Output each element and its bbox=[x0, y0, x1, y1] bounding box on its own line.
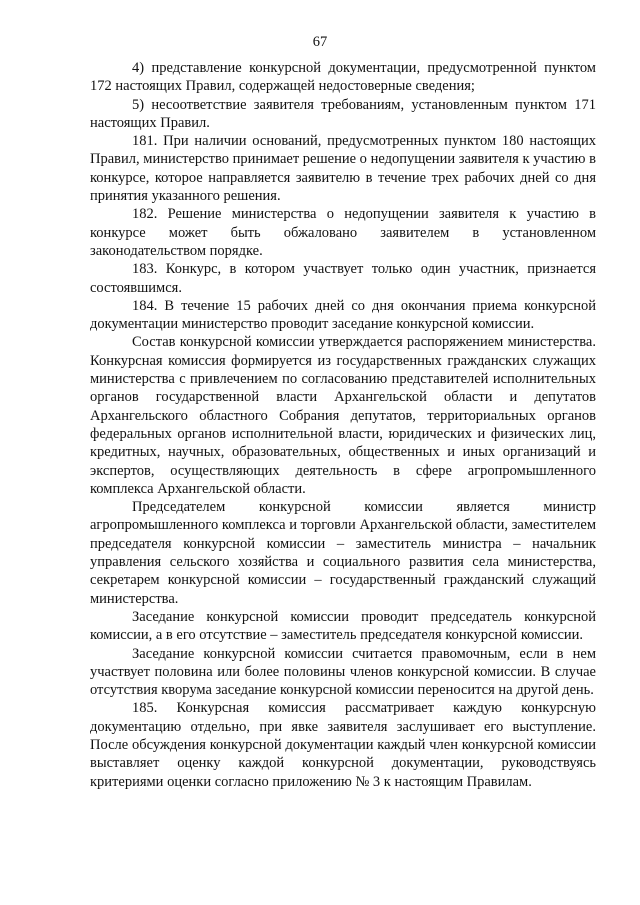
paragraph-item-5: 5) несоответствие заявителя требованиям, установленным пунктом 171 настоящих Правил. bbox=[90, 96, 596, 131]
paragraph-item-4: 4) представление конкурсной документации, предусмотренной пунктом 172 настоящих Правил, содержащей недостоверные сведения; bbox=[90, 60, 596, 95]
document-body bbox=[90, 59, 596, 791]
paragraph-meeting-conduct: Заседание конкурсной комиссии проводит председатель конкурсной комиссии, а в его отсутствие – заместитель председателя конкурсной комиссии. bbox=[90, 608, 596, 644]
paragraph-commission-chair: Председателем конкурсной комиссии является министр агропромышленного комплекса и торговли Архангельской области, заместителем председателя конкурсной комиссии – заместитель министра – начальник управления сельского хозяйства и социального развития села министерства, секретарем конкурсной комиссии – государственный гражданский служащий министерства. bbox=[90, 499, 596, 607]
paragraph-commission-composition: Состав конкурсной комиссии утверждается распоряжением министерства. Конкурсная комиссия формируется из государственных гражданских служащих министерства с привлечением по согласованию представителей исполнительных органов государственной власти Архангельской области и депутатов Архангельского областного Собрания депутатов, территориальных органов федеральных органов исполнительной власти, юридических и физических лиц, кредитных, научных, образовательных, общественных и иных организаций и экспертов, осуществляющих деятельность в сфере агропромышленного комплекса Архангельской области. bbox=[90, 334, 596, 497]
paragraph-184: 184. В течение 15 рабочих дней со дня окончания приема конкурсной документации министерство проводит заседание конкурсной комиссии. bbox=[90, 297, 596, 333]
paragraph-185: 185. Конкурсная комиссия рассматривает каждую конкурсную документацию отдельно, при явке заявителя заслушивает его выступление. После обсуждения конкурсной документации каждый член конкурсной комиссии выставляет оценку каждой конкурсной документации, руководствуясь критериями оценки согласно приложению № 3 к настоящим Правилам. bbox=[90, 700, 596, 790]
paragraph-182: 182. Решение министерства о недопущении заявителя к участию в конкурсе может быть обжаловано заявителем в установленном законодательством порядке. bbox=[90, 206, 596, 259]
paragraph-183: 183. Конкурс, в котором участвует только один участник, признается состоявшимся. bbox=[90, 261, 596, 296]
paragraph-quorum: Заседание конкурсной комиссии считается правомочным, если в нем участвует половина или более половины членов конкурсной комиссии. В случае отсутствия кворума заседание конкурсной комиссии переносится на другой день. bbox=[90, 645, 596, 699]
page-number: 67 bbox=[312, 34, 328, 50]
paragraph-181: 181. При наличии оснований, предусмотренных пунктом 180 настоящих Правил, министерство принимает решение о недопущении заявителя к участию в конкурсе, которое направляется заявителю в течение трех рабочих дней со дня принятия указанного решения. bbox=[90, 133, 596, 205]
